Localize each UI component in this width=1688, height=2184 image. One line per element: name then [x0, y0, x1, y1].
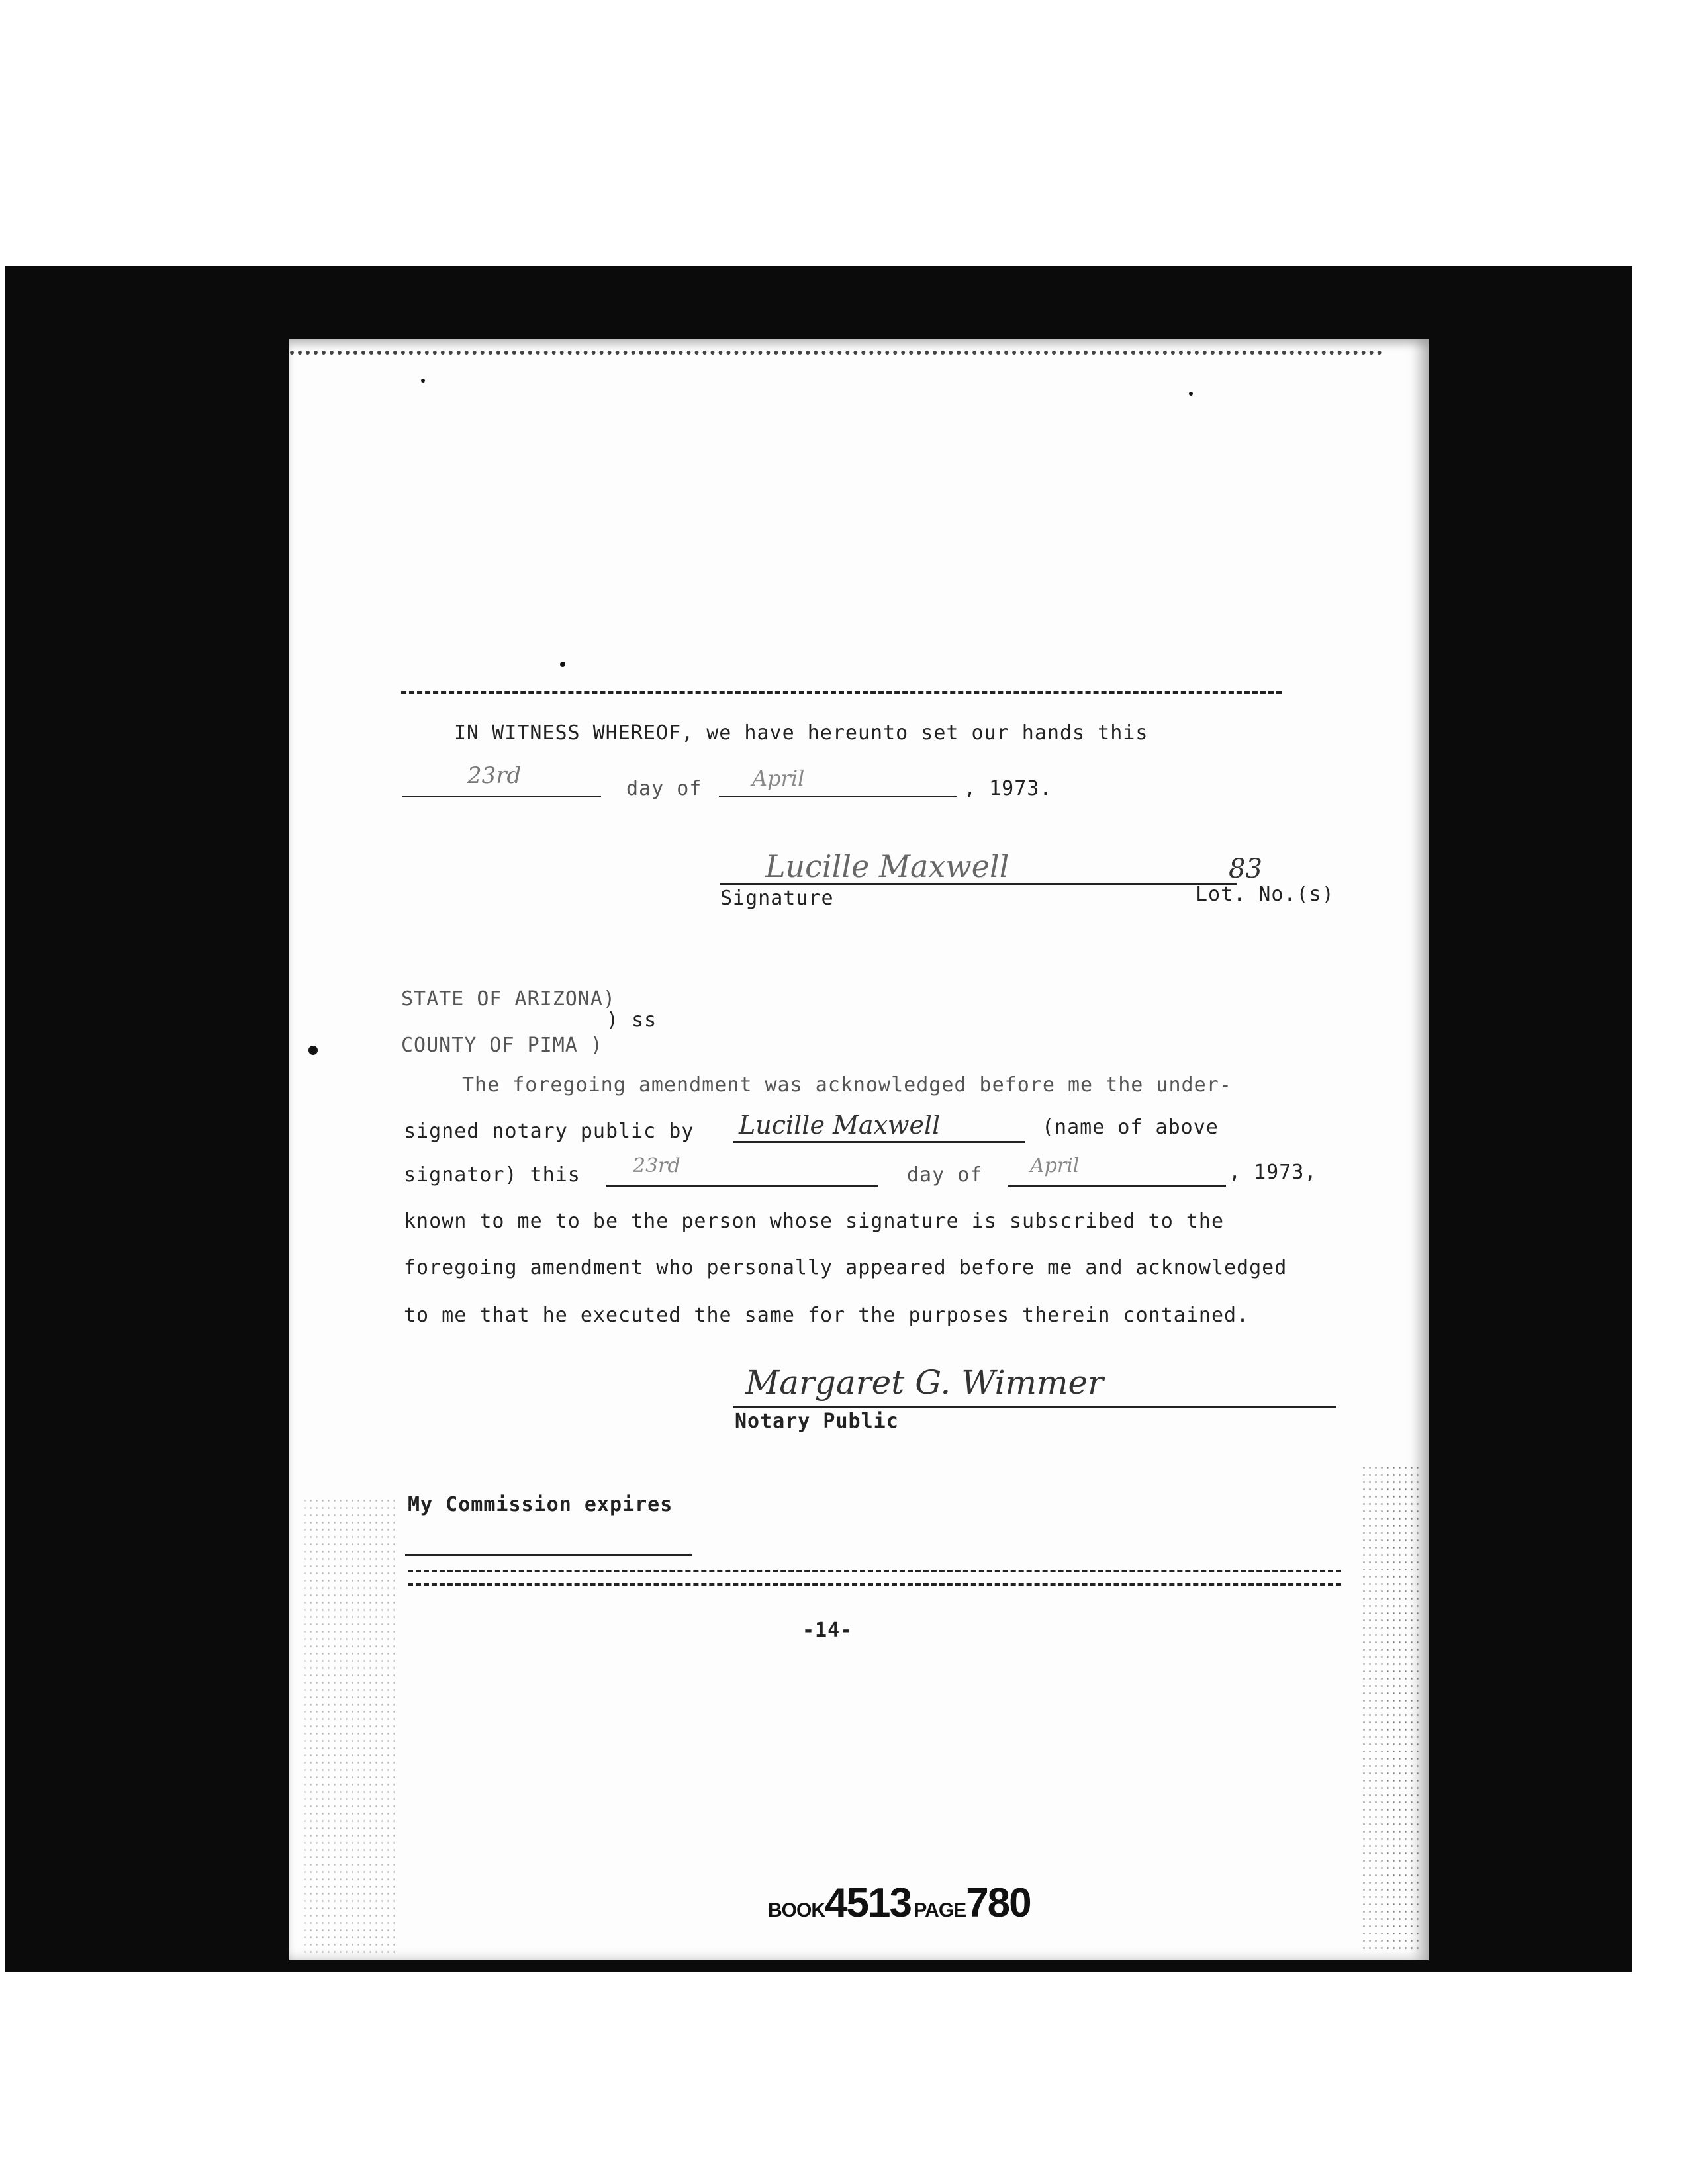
county-line: COUNTY OF PIMA )	[401, 1034, 603, 1057]
ack-day-handwritten: 23rd	[633, 1154, 680, 1177]
ack-month-underline	[1008, 1185, 1226, 1187]
ack-month-handwritten: April	[1030, 1154, 1080, 1177]
signature-rule	[720, 883, 1237, 885]
ack-line-3-prefix: signator) this	[404, 1163, 581, 1187]
separator-top	[401, 691, 1282, 694]
ack-line-6: to me that he executed the same for the purposes therein contained.	[404, 1304, 1250, 1327]
ack-signator-name-handwritten: Lucille Maxwell	[739, 1111, 941, 1140]
witness-month-handwritten: April	[752, 766, 805, 791]
commission-label: My Commission expires	[408, 1493, 673, 1516]
commission-underline	[405, 1554, 692, 1556]
speck	[1189, 392, 1193, 396]
signature-label: Signature	[720, 887, 834, 910]
notary-rule	[733, 1406, 1336, 1408]
witness-day-underline	[402, 796, 601, 797]
witness-year: , 1973.	[964, 777, 1053, 800]
ack-line-2-suffix: (name of above	[1042, 1116, 1219, 1139]
ack-signator-underline	[733, 1141, 1025, 1143]
ack-line-4: known to me to be the person whose signature is subscribed to the	[404, 1210, 1224, 1233]
lot-label: Lot. No.(s)	[1196, 883, 1335, 906]
page-word: PAGE	[914, 1899, 966, 1921]
top-edge-rule	[290, 351, 1382, 355]
witness-day-handwritten: 23rd	[467, 762, 522, 789]
binder-hole-mark	[308, 1046, 318, 1055]
lot-number-handwritten: 83	[1229, 854, 1262, 884]
ack-line-2-prefix: signed notary public by	[404, 1120, 694, 1143]
state-line: STATE OF ARIZONA)	[401, 987, 616, 1011]
scan-noise-right	[1361, 1464, 1421, 1954]
notary-signature-handwritten: Margaret G. Wimmer	[745, 1363, 1103, 1402]
separator-bottom-2	[408, 1583, 1341, 1586]
separator-bottom-1	[408, 1570, 1341, 1572]
witness-line: IN WITNESS WHEREOF, we have hereunto set our hands this	[454, 721, 1149, 745]
recording-stamp	[768, 1880, 1031, 1927]
ack-line-3-mid: day of	[907, 1163, 983, 1187]
book-number: 4513	[825, 1880, 911, 1926]
ss-mark: ) ss	[606, 1009, 657, 1032]
ack-line-3-suffix: , 1973,	[1229, 1161, 1317, 1184]
ack-line-5: foregoing amendment who personally appeared before me and acknowledged	[404, 1256, 1288, 1279]
page-number: -14-	[802, 1619, 853, 1642]
scan-noise-left	[302, 1497, 395, 1954]
witness-month-underline	[719, 796, 957, 797]
book-word: BOOK	[768, 1899, 825, 1921]
speck	[421, 379, 425, 383]
witness-day-label: day of	[626, 777, 702, 800]
document-page	[289, 339, 1429, 1960]
notary-label: Notary Public	[735, 1410, 899, 1433]
owner-signature-handwritten: Lucille Maxwell	[765, 848, 1009, 884]
ack-day-underline	[606, 1185, 878, 1187]
page-number-stamp: 780	[966, 1880, 1031, 1926]
speck	[560, 662, 565, 667]
ack-line-1: The foregoing amendment was acknowledged before me the under-	[462, 1073, 1232, 1097]
